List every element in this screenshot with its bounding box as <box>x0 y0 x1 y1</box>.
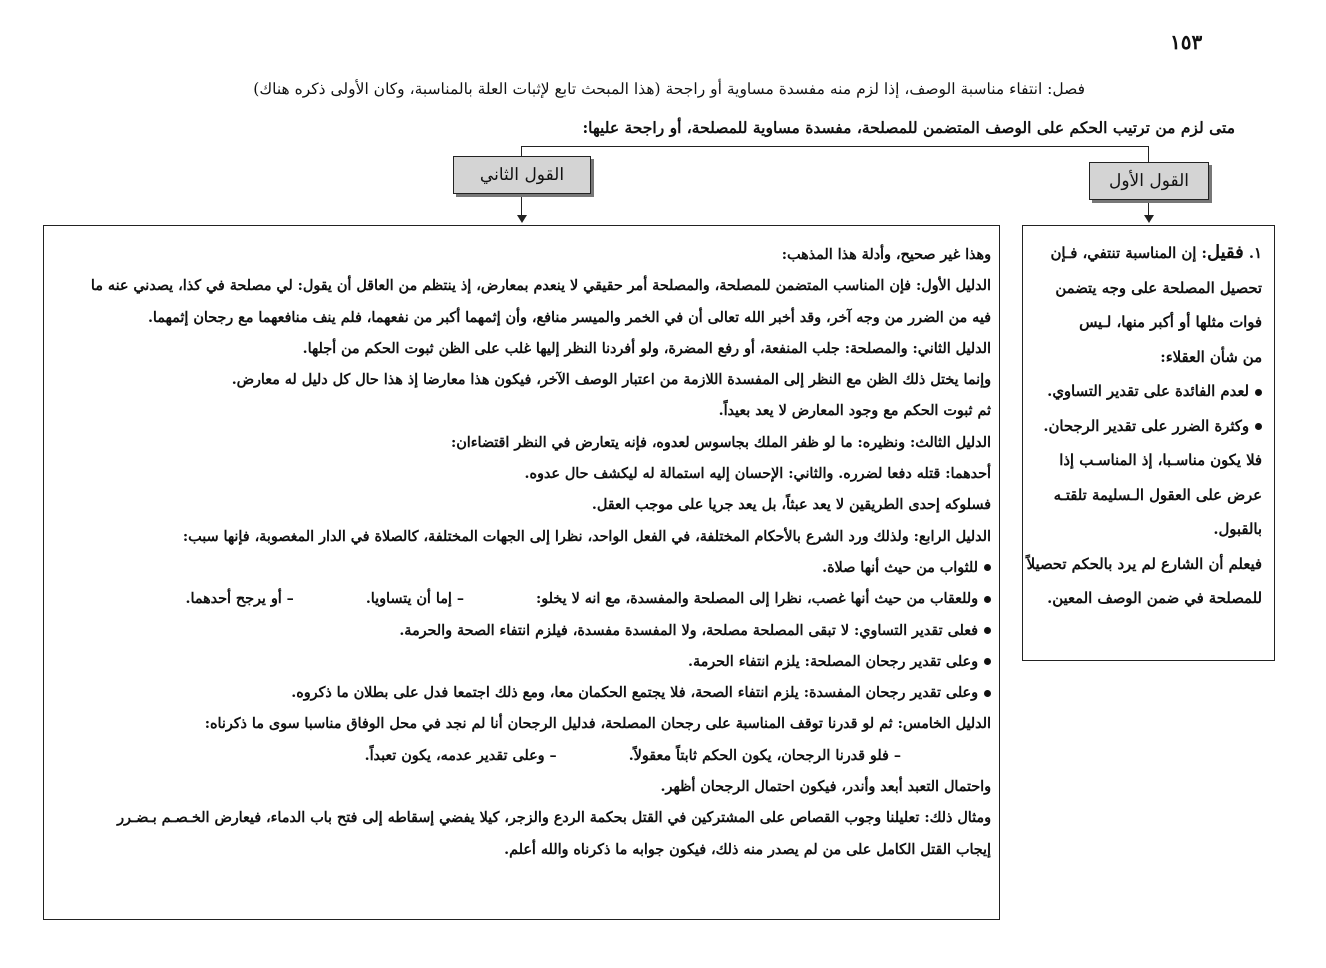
first-opinion-line: للمصلحة في ضمن الوصف المعين. <box>1047 590 1262 607</box>
item-number: ١. <box>1248 245 1262 262</box>
bullet-icon <box>984 564 991 571</box>
evidence-line: إيجاب القتل الكامل على من لم يصدر منه ذلك، فيكون جوابه ما ذكرناه والله أعلم. <box>504 841 991 858</box>
option-text: – وعلى تقدير عدمه، يكون تعبداً. <box>364 747 557 764</box>
evidence-line: فسلوكه إحدى الطريقين لا يعد عبثاً، بل يعد جريا على موجب العقل. <box>591 497 991 514</box>
evidence-line: واحتمال التعبد أبعد وأندر، فيكون احتمال الرجحان أظهر. <box>660 779 991 796</box>
bullet-icon <box>984 596 991 603</box>
intro-label: فقيل <box>1206 242 1244 263</box>
option-text: – إما أن يتساويا. <box>365 591 464 608</box>
first-opinion-line: من شأن العقلاء: <box>1160 348 1262 366</box>
bullet-icon <box>1255 423 1262 430</box>
bullet-item <box>52 553 991 584</box>
second-opinion-panel <box>43 225 1000 920</box>
first-opinion-line: عرض على العقول الـسليمة تلقتـه <box>1053 486 1262 504</box>
bullet-item <box>52 584 991 615</box>
evidence-line: ومثال ذلك: تعليلنا وجوب القصاص على المشتركين في القتل بحكمة الردع والزجر، كيلا يفضي إسقاطه إلى فتح باب الدماء، فيعارض الخـصـم بـضـرر <box>117 810 991 827</box>
connector-vertical-left <box>521 146 522 156</box>
evidence-line: الدليل الرابع: ولذلك ورد الشرع بالأحكام المختلفة، في الفعل الواحد، نظرا إلى الجهات المختلفة، كالصلاة في الدار المغصوبة، فإنها سبب: <box>182 528 991 545</box>
evidence-line: الدليل الخامس: ثم لو قدرنا توقف المناسبة على رجحان المصلحة، فدليل الرجحان أنا لم نجد في محل الوفاق مناسبا سوى ما ذكرناه: <box>204 716 991 733</box>
option-text: – أو يرجح أحدهما. <box>185 591 294 608</box>
bullet-icon <box>984 658 991 665</box>
option-text: – فلو قدرنا الرجحان، يكون الحكم ثابتاً معقولاً. <box>628 747 901 764</box>
first-opinion-label: القول الأول <box>1089 162 1209 200</box>
bullet-text: فعلى تقدير التساوي: لا تبقى المصلحة مصلحة، ولا المفسدة مفسدة، فيلزم انتفاء الصحة والحرمة. <box>399 622 978 639</box>
connector-down-first <box>1148 202 1149 216</box>
evidence-line: وهذا غير صحيح، وأدلة هذا المذهب: <box>781 247 991 263</box>
evidence-line: ثم ثبوت الحكم مع وجود المعارض لا يعد بعيداً. <box>718 403 991 420</box>
options-line <box>52 741 991 772</box>
bullet-text: لعدم الفائدة على تقدير التساوي. <box>1047 383 1249 400</box>
bullet-item <box>1029 410 1262 445</box>
bullet-text: وعلى تقدير رجحان المصلحة: يلزم انتفاء الحرمة. <box>687 653 978 670</box>
question-text: متى لزم من ترتيب الحكم على الوصف المتضمن للمصلحة، مفسدة مساوية للمصلحة، أو راجحة عليها: <box>582 118 1235 137</box>
connector-vertical-top <box>1148 146 1149 162</box>
bullet-icon <box>984 627 991 634</box>
first-opinion-line: فوات مثلها أو أكبر منها، لـيس <box>1079 314 1262 331</box>
bullet-icon <box>1255 389 1262 396</box>
evidence-line: الدليل الأول: فإن المناسب المتضمن للمصلحة، والمصلحة أمر حقيقي لا ينعدم بمعارض، إذ ينتظم من العاقل أن يقول: لي مصلحة في كذا، يصدني عنه ما <box>90 278 991 295</box>
section-title: فصل: انتفاء مناسبة الوصف، إذا لزم منه مفسدة مساوية أو راجحة (هذا المبحث تابع لإثبات العلة بالمناسبة، وكان الأولى ذكره هناك) <box>253 80 1085 98</box>
first-opinion-line: بالقبول. <box>1213 521 1262 538</box>
bullet-item <box>1029 375 1262 410</box>
arrow-down-first <box>1144 215 1154 223</box>
first-opinion-text: : إن المناسبة تنتفي، فـإن <box>1050 245 1207 262</box>
bullet-icon <box>984 690 991 697</box>
evidence-line: الدليل الثالث: ونظيره: ما لو ظفر الملك بجاسوس لعدوه، فإنه يتعارض في النظر اقتضاءان: <box>451 434 991 451</box>
second-opinion-label: القول الثاني <box>453 156 591 194</box>
connector-down-second <box>521 196 522 216</box>
first-opinion-panel <box>1022 225 1275 661</box>
page-number: ١٥٣ <box>1170 30 1203 54</box>
evidence-line: وإنما يختل ذلك الظن مع النظر إلى المفسدة اللازمة من اعتبار الوصف الآخر، فيكون هذا معارضا إذ هذا حال كل دليل له معارض. <box>231 372 991 389</box>
first-opinion-line <box>1029 236 1262 272</box>
bullet-text: وللعقاب من حيث أنها غصب، نظرا إلى المصلحة والمفسدة، مع انه لا يخلو: <box>536 591 978 608</box>
first-opinion-line: فلا يكون مناسـبا، إذ المناسـب إذا <box>1059 452 1262 469</box>
first-opinion-line: فيعلم أن الشارع لم يرد بالحكم تحصيلاً <box>1026 555 1262 573</box>
evidence-line: فيه من الضرر من وجه آخر، وقد أخبر الله تعالى أن في الخمر والميسر منافع، وأن إثمهما أكبر من نفعهما، فلم ينف منافعهما مع رجحان إثمهما. <box>147 309 991 326</box>
arrow-down-second <box>517 215 527 223</box>
connector-horizontal <box>521 146 1149 147</box>
evidence-line: الدليل الثاني: والمصلحة: جلب المنفعة، أو رفع المضرة، ولو أفردنا النظر إليها غلب على الظن ثبوت الحكم من أجلها. <box>302 340 991 357</box>
bullet-item <box>52 678 991 709</box>
bullet-text: وكثرة الضرر على تقدير الرجحان. <box>1043 417 1249 435</box>
evidence-line: أحدهما: قتله دفعا لضرره. والثاني: الإحسان إليه استمالة له ليكشف حال عدوه. <box>524 466 991 483</box>
bullet-item <box>52 647 991 678</box>
bullet-text: للثواب من حيث أنها صلاة. <box>822 559 978 576</box>
first-opinion-line: تحصيل المصلحة على وجه يتضمن <box>1055 279 1262 297</box>
bullet-item <box>52 616 991 647</box>
bullet-text: وعلى تقدير رجحان المفسدة: يلزم انتفاء الصحة، فلا يجتمع الحكمان معا، ومع ذلك اجتمعا فدل على بطلان ما ذكروه. <box>291 685 978 702</box>
